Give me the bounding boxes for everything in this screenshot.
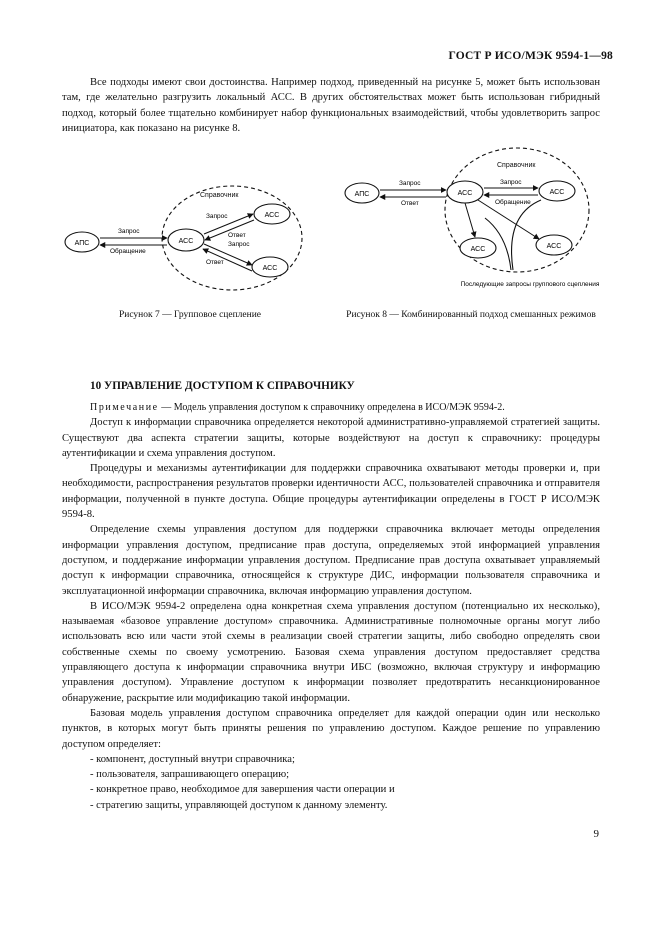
- intro-paragraph: Все подходы имеют свои достоинства. Например подход, приведенный на рисунке 5, может быть использован там, где желательно разгрузить локальный АСС. В других обстоятельствах может быть использован гибридный подход, который более тщательно комбинирует набор функциональных взаимодействий, чтобы удовлетворить запрос инициатора, как показано на рисунке 8.: [62, 77, 600, 134]
- intro-block: [62, 75, 600, 136]
- paragraph-2: Процедуры и механизмы аутентификации для поддержки справочника охватывают методы проверки и, при необходимости, распространения результатов проверки идентичности АСС, пользователей справочника и отправителя информации, полученной в пункте доступа. Общие процедуры аутентификации определены в ГОСТ Р ИСО/МЭК 9594-8.: [62, 463, 600, 521]
- note-label: Последующие запросы группового сцепления: [460, 281, 600, 288]
- acc-low-right-node-label: АСС: [546, 243, 562, 250]
- acc-main-node-label: АСС: [457, 190, 473, 197]
- reply-label: Обращение: [110, 248, 146, 255]
- section-title: 10 УПРАВЛЕНИЕ ДОСТУПОМ К СПРАВОЧНИКУ: [90, 380, 355, 392]
- list-item: - пользователя, запрашивающего операцию;: [90, 769, 290, 781]
- figure-8-caption: Рисунок 8 — Комбинированный подход смешанных режимов: [346, 310, 596, 320]
- note-label: Примечание: [90, 402, 159, 413]
- request-label: Запрос: [118, 228, 140, 235]
- acc-bottom-node-label: АСС: [262, 265, 278, 272]
- chain-curve: [512, 200, 541, 270]
- paragraph-5: Базовая модель управления доступом справочника определяет для каждой операции один или несколько пунктов, в которых могут быть приняты решения по управлению доступом. Каждое решение по управлению доступом определяет:: [62, 707, 600, 750]
- figure-7-diagram: [60, 170, 310, 305]
- section-body: [62, 400, 600, 813]
- answer-top-label: Ответ: [228, 232, 246, 239]
- acc-top-node-label: АСС: [264, 212, 280, 219]
- paragraph-3: Определение схемы управления доступом для поддержки справочника включает методы определения информации управления доступом, предписание прав доступа, определяемых этой информацией управления доступом, и поддержание информации управления доступом. Предписание прав доступа охватывает управляемый доступ к информации справочника, относящейся к структуре ДИС, информации пользователя справочника и эксплуатационной информации справочника, включая информацию управления доступом.: [62, 524, 600, 597]
- figure-7-caption: Рисунок 7 — Групповое сцепление: [118, 310, 262, 320]
- directory-label: Справочник: [497, 162, 536, 169]
- list-item: - компонент, доступный внутри справочника;: [90, 753, 295, 765]
- list-item: - стратегию защиты, управляющей доступом к данному элементу.: [90, 799, 388, 811]
- acc-low-left-node-label: АСС: [470, 246, 486, 253]
- paragraph-4: В ИСО/МЭК 9594-2 определена одна конкретная схема управления доступом (потенциально их несколько), называемая «базовое управление доступом» справочника. Административные полномочные органы могут либо использовать всю или части этой схемы в реализации своей стратегии защиты, либо свободно определять свои собственные схемы по своему усмотрению. Базовая схема управления доступом предоставляет средства управляющего доступа к информации справочника внутри ИБС (возможно, включая структуру и информацию управления доступом). Управление доступом к информации позволяет предотвратить несанкционированное обнаружение, раскрытие или модификацию такой информации.: [62, 600, 600, 704]
- list-item: - конкретное право, необходимое для завершения части операции и: [90, 784, 395, 796]
- answer-bottom-label: Ответ: [206, 259, 224, 266]
- aps-node-label: АПС: [354, 191, 370, 198]
- figure-8-diagram: [335, 140, 600, 305]
- request-top-label: Запрос: [206, 213, 228, 220]
- request-bottom-label: Запрос: [228, 241, 250, 248]
- acc-right-node-label: АСС: [549, 189, 565, 196]
- reply-right-label: Обращение: [495, 199, 531, 206]
- note-paragraph: [62, 400, 600, 415]
- answer-label: Ответ: [401, 200, 419, 207]
- aps-node-label: АПС: [74, 240, 90, 247]
- note-text: — Модель управления доступом к справочнику определена в ИСО/МЭК 9594-2.: [158, 402, 505, 413]
- page-number: 9: [593, 828, 599, 840]
- directory-label: Справочник: [200, 192, 239, 199]
- request-label: Запрос: [399, 180, 421, 187]
- request-right-label: Запрос: [500, 179, 522, 186]
- decision-list: [62, 752, 600, 813]
- low-left-arrow: [465, 203, 475, 237]
- paragraph-1: Доступ к информации справочника определяется некоторой административно-управляемой стратегией защиты. Существуют два аспекта стратегии защиты, которые воздействуют на доступ к справочнику: процедуры аутентификации и схема управления доступом.: [62, 417, 600, 459]
- running-header: ГОСТ Р ИСО/МЭК 9594-1—98: [448, 50, 613, 62]
- acc-main-node-label: АСС: [178, 238, 194, 245]
